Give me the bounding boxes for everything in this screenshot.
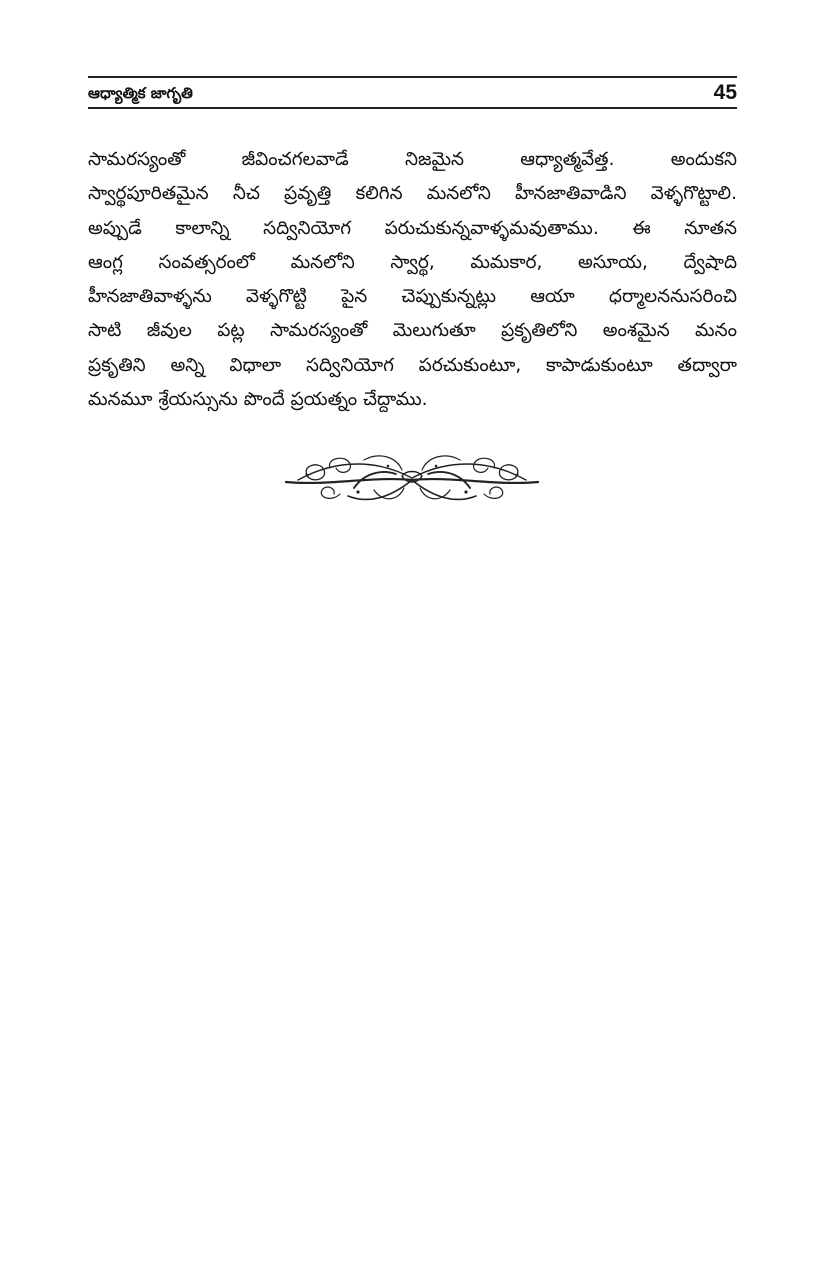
- book-title: ఆధ్యాత్మిక జాగృతి: [88, 84, 193, 102]
- paragraph-line: స్వార్థపూరితమైన నీచ ప్రవృత్తి కలిగిన మనలోని హీనజాతివాడిని వెళ్ళగొట్టాలి.: [88, 183, 737, 205]
- running-header: [88, 76, 737, 109]
- paragraph-line: ప్రకృతిని అన్ని విధాలా సద్వినియోగ పరచుకుంటూ, కాపాడుకుంటూ తద్వారా: [88, 354, 737, 376]
- paragraph-line: ఆంగ్ల సంవత్సరంలో మనలోని స్వార్థ, మమకార, అసూయ, ద్వేషాది: [88, 251, 737, 273]
- body-paragraph: [88, 143, 737, 417]
- flourish-divider-icon: [278, 446, 546, 510]
- paragraph-line: మనమూ శ్రేయస్సును పొందే ప్రయత్నం చేద్దాము.: [88, 389, 428, 411]
- paragraph-line: సాటి జీవుల పట్ల సామరస్యంతో మెలుగుతూ ప్రకృతిలోని అంశమైన మనం: [88, 320, 737, 342]
- paragraph-line: అప్పుడే కాలాన్ని సద్వినియోగ పరుచుకున్నవాళ్ళమవుతాము. ఈ నూతన: [88, 217, 737, 239]
- paragraph-line: సామరస్యంతో జీవించగలవాడే నిజమైన ఆధ్యాత్మవేత్త. అందుకని: [88, 149, 737, 170]
- page-number: 45: [713, 81, 737, 104]
- paragraph-line: హీనజాతివాళ్ళను వెళ్ళగొట్టి పైన చెప్పుకున్నట్లు ఆయా ధర్మాలననుసరించి: [88, 286, 737, 308]
